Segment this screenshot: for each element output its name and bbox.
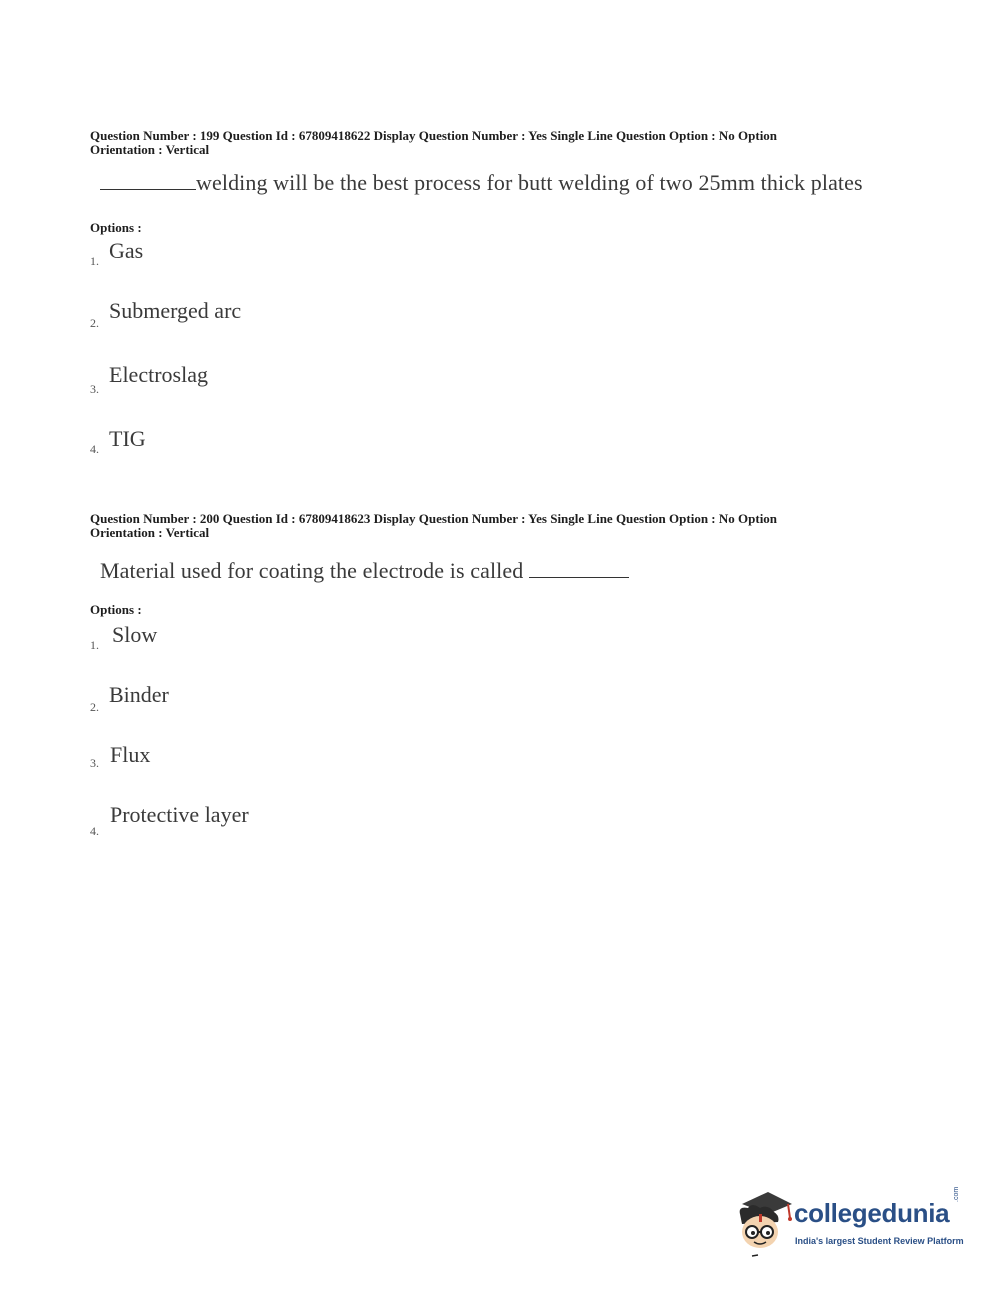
option-item[interactable] xyxy=(88,236,488,276)
option-item[interactable] xyxy=(88,620,488,660)
option-item[interactable] xyxy=(88,362,488,402)
option-text: Electroslag xyxy=(109,362,208,387)
question-meta-line: Question Number : 199 Question Id : 67809418622 Display Question Number : Yes Single Line Question Option : No Option xyxy=(90,128,778,143)
answer-blank xyxy=(100,171,196,190)
logo-suffix: .com xyxy=(953,1186,960,1202)
option-text: Slow xyxy=(112,622,158,647)
question-meta xyxy=(90,129,890,157)
option-item[interactable] xyxy=(88,802,488,842)
option-number: 1. xyxy=(90,638,99,652)
question-text-body: Material used for coating the electrode is called xyxy=(100,558,524,583)
question-meta-line: Orientation : Vertical xyxy=(90,142,210,157)
collegedunia-logo[interactable] xyxy=(734,1188,964,1260)
option-item[interactable] xyxy=(88,682,488,722)
logo-wordmark: collegedunia xyxy=(794,1198,950,1228)
option-number: 2. xyxy=(90,700,99,714)
option-number: 1. xyxy=(90,254,99,268)
answer-blank xyxy=(529,559,629,578)
option-text: Protective layer xyxy=(110,802,249,827)
question-text xyxy=(100,170,863,196)
option-item[interactable] xyxy=(88,426,488,466)
question-meta xyxy=(90,512,890,540)
question-text-body: welding will be the best process for butt welding of two 25mm thick plates xyxy=(196,170,863,195)
option-text: Gas xyxy=(109,238,144,263)
option-number: 4. xyxy=(90,442,99,456)
option-number: 3. xyxy=(90,756,99,770)
option-item[interactable] xyxy=(88,298,488,338)
options-label: Options : xyxy=(90,602,142,617)
question-text xyxy=(100,558,629,584)
option-number: 3. xyxy=(90,382,99,396)
option-text: Submerged arc xyxy=(109,298,242,323)
question-meta-line: Orientation : Vertical xyxy=(90,525,210,540)
option-number: 4. xyxy=(90,824,99,838)
option-text: TIG xyxy=(109,426,146,451)
options-label: Options : xyxy=(90,220,142,235)
option-text: Binder xyxy=(109,682,169,707)
logo-tagline: India's largest Student Review Platform xyxy=(795,1236,964,1246)
option-number: 2. xyxy=(90,316,99,330)
option-text: Flux xyxy=(110,742,151,767)
graduate-mascot-icon xyxy=(734,1188,794,1260)
question-meta-line: Question Number : 200 Question Id : 67809418623 Display Question Number : Yes Single Line Question Option : No Option xyxy=(90,511,778,526)
option-item[interactable] xyxy=(88,742,488,782)
